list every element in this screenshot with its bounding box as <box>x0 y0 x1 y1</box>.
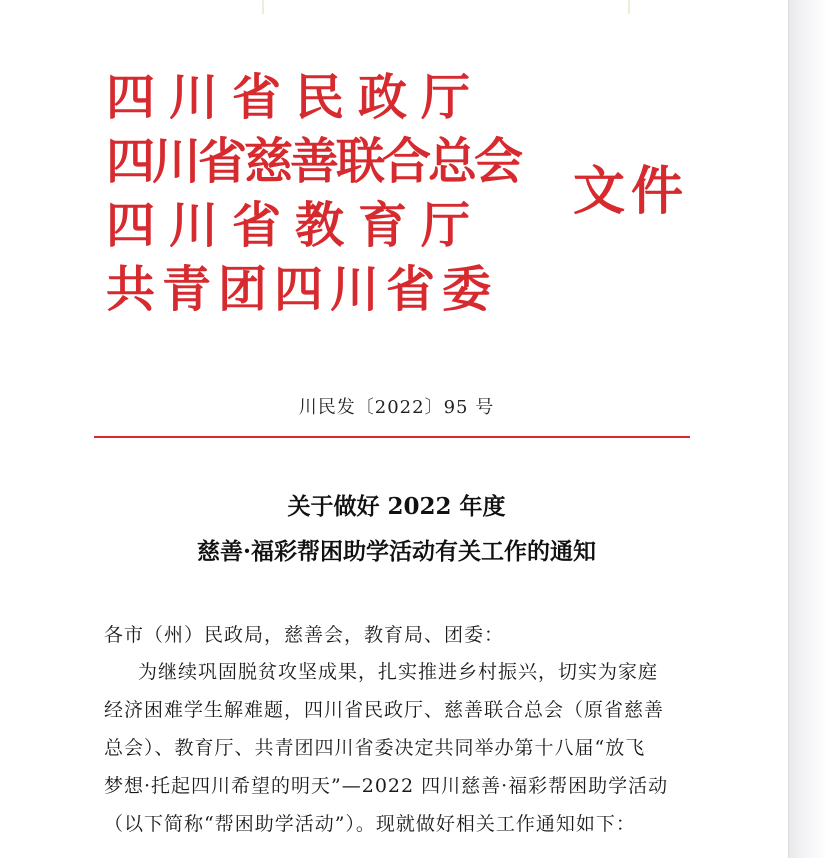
body-line-3: 总会）、教育厅、共青团四川省委决定共同举办第十八届“放飞 <box>104 737 646 759</box>
body-line-1: 为继续巩固脱贫攻坚成果，扎实推进乡村振兴，切实为家庭 <box>138 661 659 683</box>
scan-mark <box>628 0 630 14</box>
issuer-education: 四川省教育厅 <box>106 197 485 254</box>
issuer-charity-federation: 四川省慈善联合总会 <box>106 133 521 190</box>
title-line-2: 慈善·福彩帮困助学活动有关工作的通知 <box>196 538 596 565</box>
body-line-4: 梦想·托起四川希望的明天”—2022 四川慈善·福彩帮困助学活动 <box>104 775 669 797</box>
salutation: 各市（州）民政局，慈善会，教育局、团委： <box>104 624 505 646</box>
title-line-1: 关于做好 2022 年度 <box>287 493 506 520</box>
issuer-block <box>106 66 551 322</box>
issuer-civil-affairs: 四川省民政厅 <box>106 69 485 126</box>
issuer-youth-league: 共青团四川省委 <box>106 261 499 318</box>
body-line-5: （以下简称“帮困助学活动”）。现就做好相关工作通知如下： <box>104 813 636 835</box>
scan-mark <box>262 0 264 14</box>
body-line-2: 经济困难学生解难题，四川省民政厅、慈善联合总会（原省慈善 <box>104 699 665 721</box>
page-edge-shadow <box>789 0 827 858</box>
document-number: 川民发〔2022〕95 号 <box>298 397 495 418</box>
red-divider <box>94 436 690 438</box>
document-label: 文件 <box>573 162 690 222</box>
